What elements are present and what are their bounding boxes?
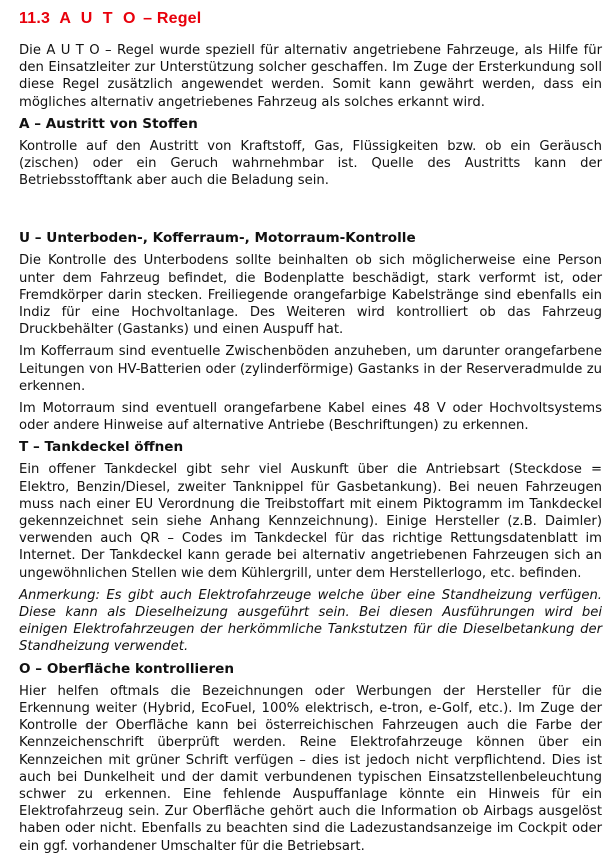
intro-paragraph: Die A U T O – Regel wurde speziell für alternativ angetriebene Fahrzeuge, als Hilfe für den Einsatzleiter zur Unterstützung solcher geschaffen. Im Zuge der Ersterkundung soll diese Regel zusätzlich angewendet werden. Somit kann gewährt werden, dass ein mögliches alternativ angetriebenes Fahrzeug als solches erkannt wird. <box>19 43 602 110</box>
subsection-title-u: U – Unterboden-, Kofferraum-, Motorraum-Kontrolle <box>19 230 416 247</box>
spacer <box>19 194 602 230</box>
note-paragraph: Anmerkung: Es gibt auch Elektrofahrzeuge welche über eine Standheizung verfügen. Diese kann als Dieselheizung ausgeführt sein. Bei diesen Ausführungen wird bei einigen Elektrofahrzeugen der herkömmliche Tankstutzen für die Dieselbetankung der Standheizung verwendet. <box>19 587 602 655</box>
subsection-title-t: T – Tankdeckel öffnen <box>19 439 184 456</box>
subsection-title-a: A – Austritt von Stoffen <box>19 115 198 132</box>
subsection-title-o: O – Oberfläche kontrollieren <box>19 660 234 677</box>
paragraph-u-2: Im Kofferraum sind eventuelle Zwischenböden anzuheben, um darunter orangefarbene Leitungen von HV-Batterien oder (zylinderförmige) Gastanks in der Reserveradmulde zu erkennen. <box>19 344 602 394</box>
paragraph-o-1: Hier helfen oftmals die Bezeichnungen oder Werbungen der Hersteller für die Erkennung weiter (Hybrid, EcoFuel, 100% elektrisch, e-tron, e-Golf, etc.). Im Zuge der Kontrolle der Oberfläche kann bei österreichischen Fahrzeugen auch die Farbe der Kennzeichenschrift überprüft werden. Reine Elektrofahrzeuge können über ein Kennzeichen mit grüner Schrift verfügen – dies ist jedoch nicht verpflichtend. Dies ist auch bei Dunkelheit und der damit verbundenen typischen Einsatzstellenbeleuchtung schwer zu erkennen. Eine fehlende Auspuffanlage könnte ein Hinweis für ein Elektrofahrzeug sein. Zur Oberfläche gehört auch die Information ob Airbags ausgelöst haben oder nicht. Ebenfalls zu beachten sind die Ladezustandsanzeige im Cockpit oder ein ggf. vorhandener Umschalter für die Betriebsart. <box>19 683 602 854</box>
paragraph-u-1: Die Kontrolle des Unterbodens sollte beinhalten ob sich möglicherweise eine Person unter dem Fahrzeug befindet, die Bodenplatte beschädigt, stark verformt ist, oder Fremdkörper darin stecken. Freiliegende orangefarbige Kabelstränge sind ebenfalls ein Indiz für eine Hochvoltanlage. Des Weiteren wird kontrolliert ob das Fahrzeug Druckbehälter (Gastanks) und einen Auspuff hat. <box>19 253 602 338</box>
section-heading <box>19 10 602 28</box>
paragraph-u-3: Im Motorraum sind eventuell orangefarbene Kabel eines 48 V oder Hochvoltsystems oder andere Hinweise auf alternative Antriebe (Beschriftungen) zu erkennen. <box>19 401 602 434</box>
paragraph-a-1: Kontrolle auf den Austritt von Kraftstoff, Gas, Flüssigkeiten bzw. ob ein Geräusch (zischen) oder ein Geruch wahrnehmbar ist. Quelle des Austritts kann der Betriebsstofftank aber auch die Beladung sein. <box>19 138 602 189</box>
section-title-acronym: A U T O <box>59 10 139 27</box>
section-number: 11.3 <box>19 10 51 27</box>
paragraph-t-1: Ein offener Tankdeckel gibt sehr viel Auskunft über die Antriebsart (Steckdose = Elektro, Benzin/Diesel, zweiter Tanknippel für Gasbetankung). Bei neuen Fahrzeugen muss nach einer EU Verordnung die Treibstoffart mit einem Piktogramm im Tankdeckel gekennzeichnet sein siehe Anhang Kennzeichnung). Einige Hersteller (z.B. Daimler) verwenden auch QR – Codes im Tankdeckel für das richtige Rettungsdatenblatt im Internet. Der Tankdeckel kann gerade bei alternativ angetriebenen Fahrzeugen sich an ungewöhnlichen Stellen wie dem Kühlergrill, unter dem Herstellerlogo, etc. befinden. <box>19 462 602 581</box>
section-title-rest: – Regel <box>143 10 202 27</box>
